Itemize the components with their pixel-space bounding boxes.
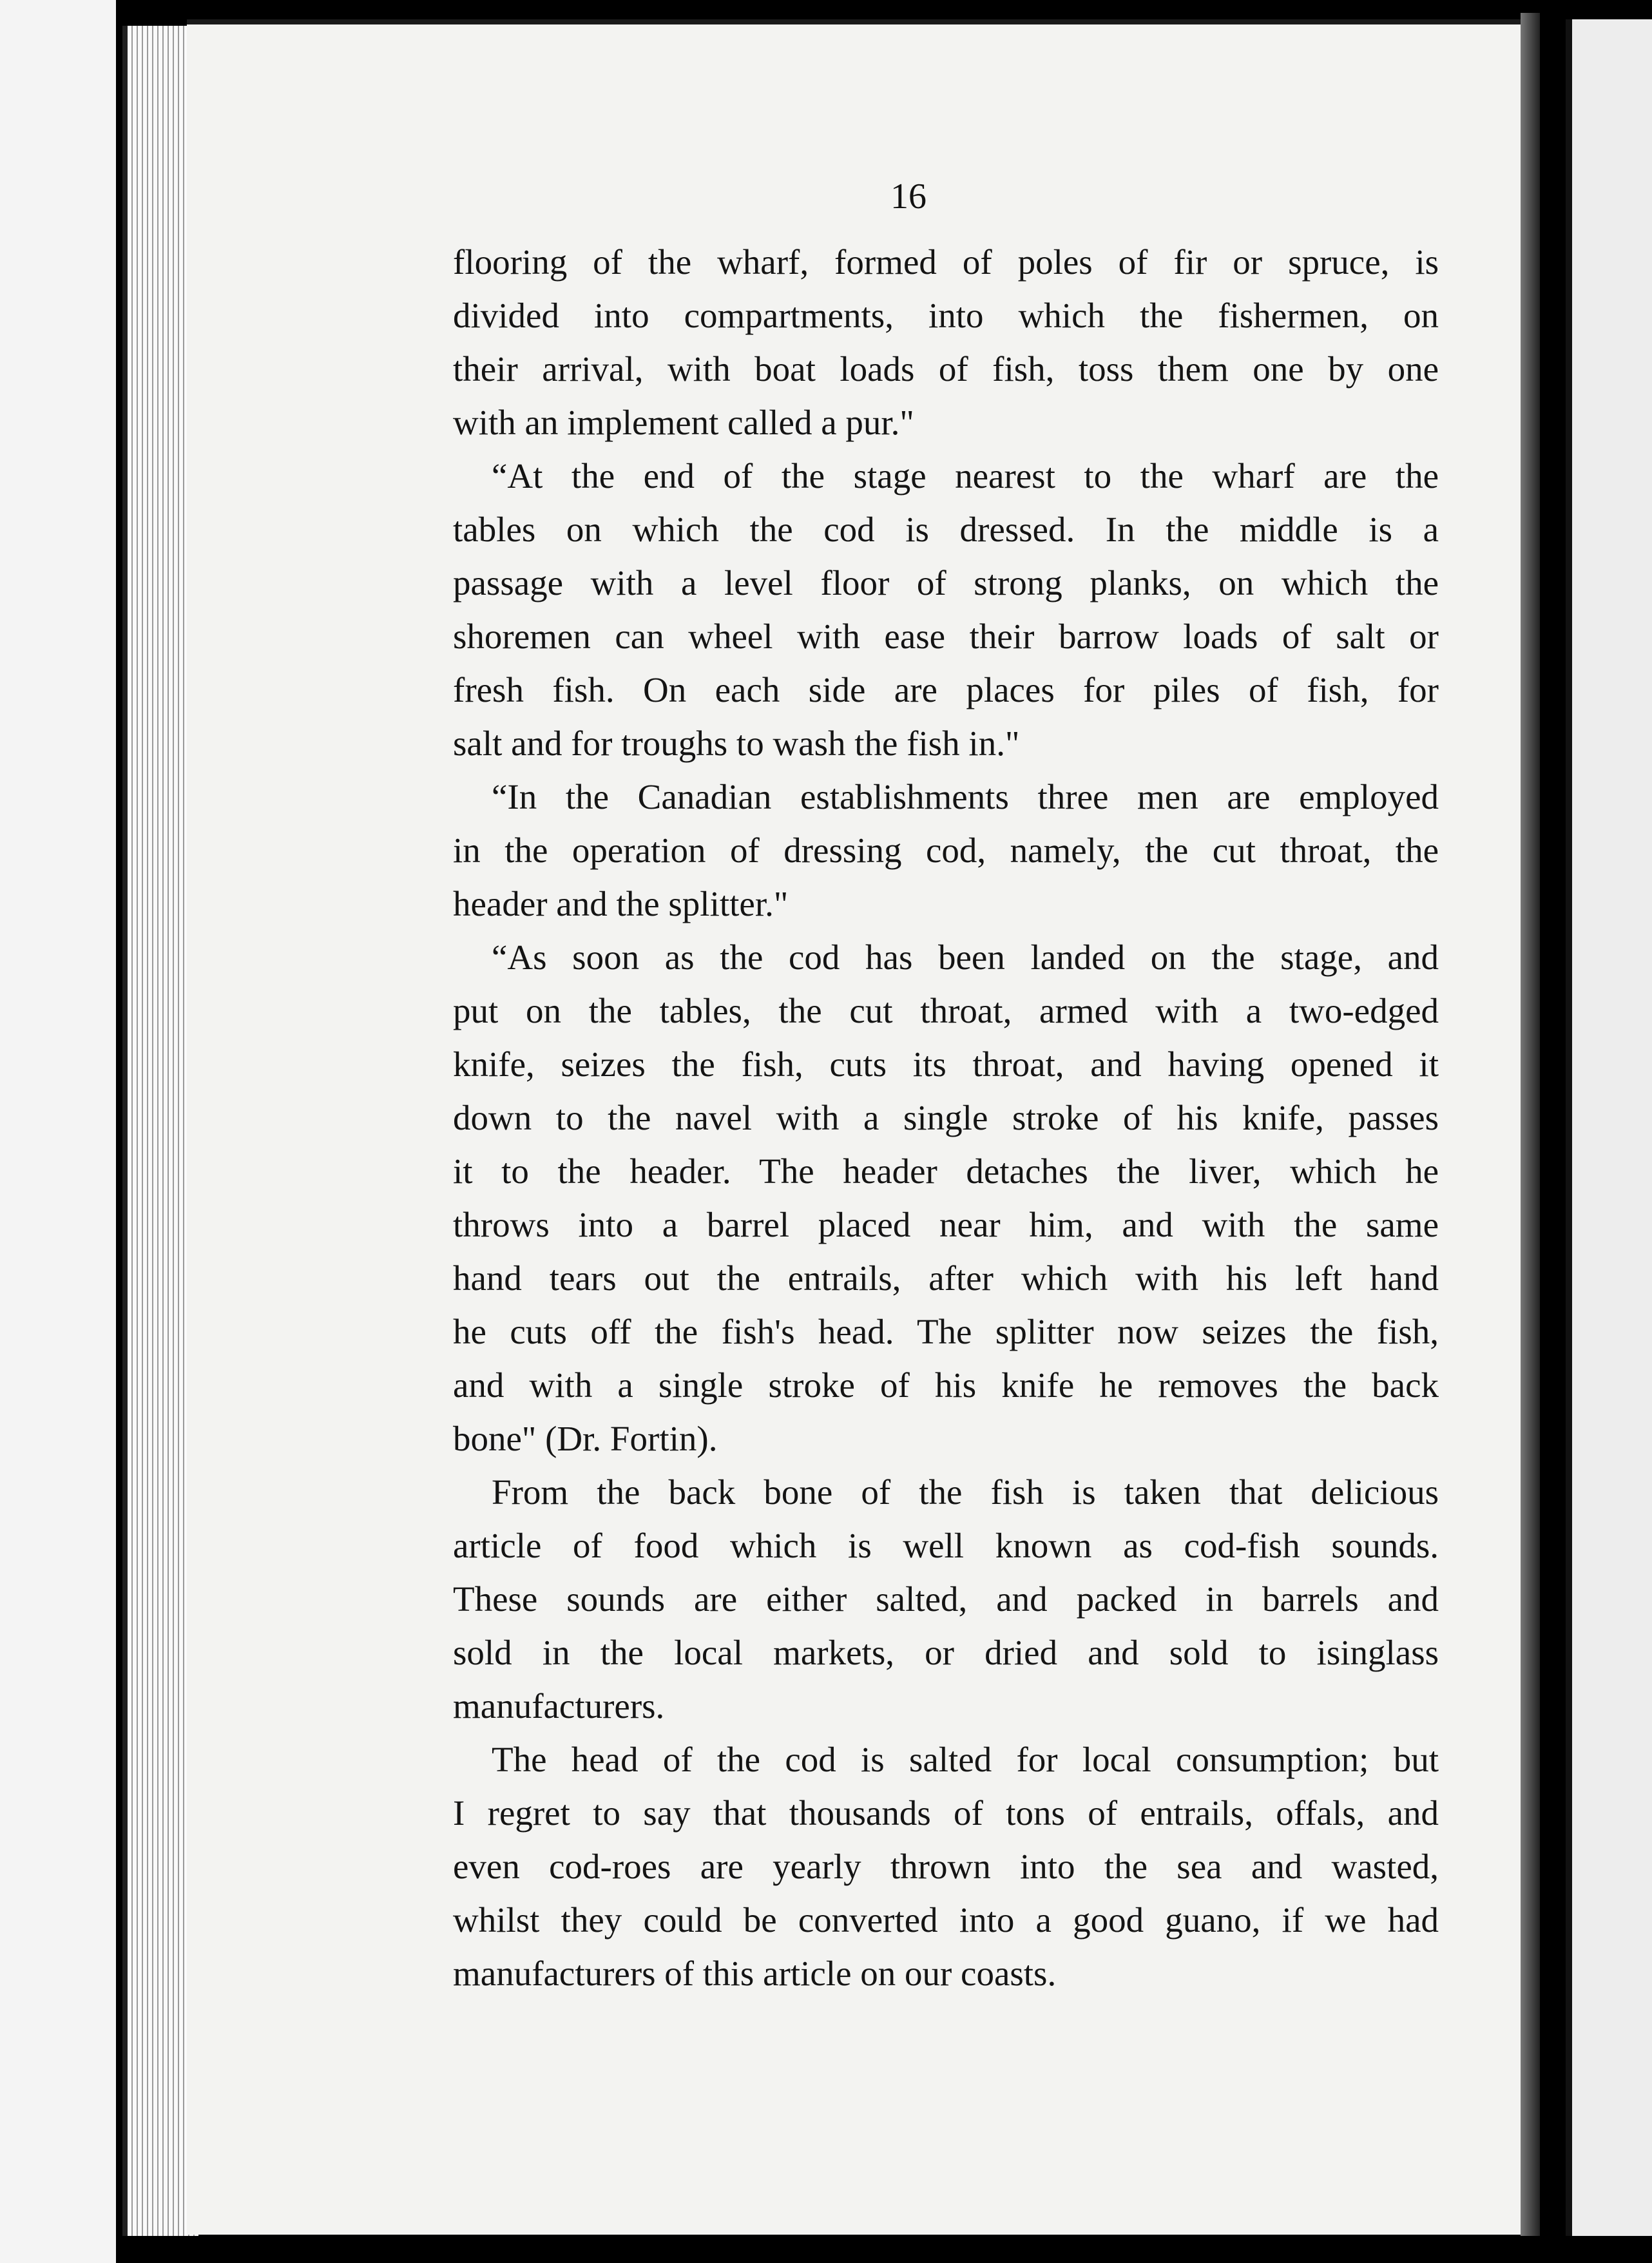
text-line: hand tears out the entrails, after which with his left hand: [453, 1258, 1439, 1298]
text-line: article of food which is well known as cod-fish sounds.: [453, 1526, 1439, 1565]
text-line: “In the Canadian establishments three men are employed: [492, 777, 1439, 816]
text-line: passage with a level floor of strong planks, on which the: [453, 563, 1439, 602]
text-line: divided into compartments, into which the fishermen, on: [453, 296, 1439, 335]
text-line: it to the header. The header detaches the liver, which he: [453, 1151, 1439, 1191]
text-line: knife, seizes the fish, cuts its throat, and having opened it: [453, 1045, 1439, 1084]
text-line: header and the splitter.": [453, 884, 789, 923]
text-line: throws into a barrel placed near him, and with the same: [453, 1205, 1439, 1244]
body-text: [453, 235, 1439, 2000]
text-line: with an implement called a pur.": [453, 403, 914, 442]
text-line: manufacturers.: [453, 1686, 665, 1726]
text-line: down to the navel with a single stroke of his knife, passes: [453, 1098, 1439, 1137]
text-line: These sounds are either salted, and packed in barrels and: [453, 1579, 1439, 1619]
text-line: “As soon as the cod has been landed on the stage, and: [492, 938, 1439, 977]
text-line: even cod-roes are yearly thrown into the sea and wasted,: [453, 1847, 1439, 1886]
text-line: flooring of the wharf, formed of poles of fir or spruce, is: [453, 242, 1439, 282]
text-line: I regret to say that thousands of tons of entrails, offals, and: [453, 1793, 1439, 1833]
text-line: “At the end of the stage nearest to the wharf are the: [492, 456, 1439, 496]
text-line: in the operation of dressing cod, namely, the cut throat, the: [453, 831, 1439, 870]
book-gutter: [1521, 13, 1540, 2236]
text-line: fresh fish. On each side are places for piles of fish, for: [453, 670, 1439, 709]
text-line: shoremen can wheel with ease their barrow loads of salt or: [453, 617, 1439, 656]
text-line: sold in the local markets, or dried and sold to isinglass: [453, 1633, 1439, 1672]
facing-page-edge: [1566, 19, 1652, 2236]
page-number: 16: [890, 177, 927, 217]
text-line: manufacturers of this article on our coasts.: [453, 1954, 1057, 1993]
text-line: tables on which the cod is dressed. In the middle is a: [453, 510, 1439, 549]
text-line: bone" (Dr. Fortin).: [453, 1419, 718, 1458]
text-line: salt and for troughs to wash the fish in.": [453, 724, 1020, 763]
text-line: From the back bone of the fish is taken that delicious: [492, 1472, 1439, 1512]
scan-margin: [0, 0, 116, 2263]
text-line: and with a single stroke of his knife he removes the back: [453, 1365, 1439, 1405]
text-line: he cuts off the fish's head. The splitter now seizes the fish,: [453, 1312, 1439, 1351]
text-line: The head of the cod is salted for local consumption; but: [492, 1740, 1439, 1779]
text-line: their arrival, with boat loads of fish, toss them one by one: [453, 349, 1439, 389]
text-line: whilst they could be converted into a good guano, if we had: [453, 1900, 1439, 1940]
text-line: put on the tables, the cut throat, armed with a two-edged: [453, 991, 1439, 1030]
